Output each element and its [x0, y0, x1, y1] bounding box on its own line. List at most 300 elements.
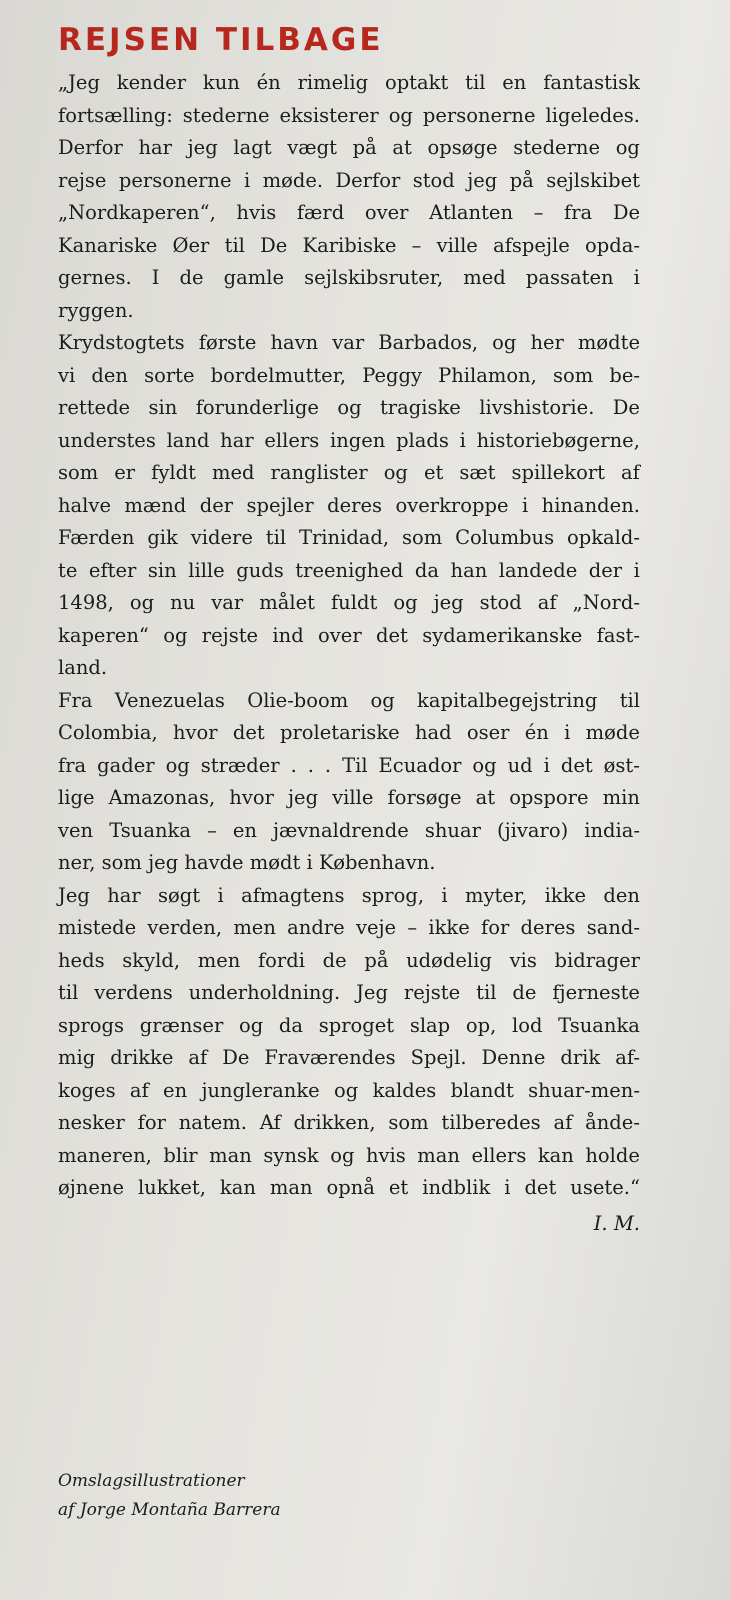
text-word: og: [388, 103, 413, 127]
text-word: .: [290, 753, 297, 777]
text-word: som: [388, 1111, 429, 1134]
text-word: og: [615, 136, 640, 159]
text-word: med: [463, 266, 506, 289]
text-word: fast-: [596, 623, 640, 647]
text-word: deres: [520, 916, 576, 939]
text-word: Krydstogtets: [58, 331, 185, 354]
text-word: som: [401, 526, 443, 549]
text-word: at: [392, 136, 412, 159]
text-word: gader: [97, 753, 155, 777]
text-line: [58, 717, 640, 750]
text-word: og: [334, 1078, 359, 1102]
text-word: på: [364, 948, 389, 972]
cover-illustration-credits: [58, 1467, 281, 1525]
text-word: søgt: [158, 883, 201, 907]
text-word: rejse: [58, 168, 107, 192]
text-word: halve: [58, 493, 111, 517]
text-word: plads: [396, 428, 449, 452]
text-word: I: [151, 266, 160, 289]
text-word: én: [256, 71, 281, 94]
text-word: Karibiske: [302, 233, 397, 257]
text-word: Peggy: [362, 363, 422, 387]
text-word: jeg: [287, 786, 319, 809]
text-word: india-: [584, 818, 640, 842]
text-word: videre: [190, 526, 253, 549]
author-initials: I. M.: [593, 1212, 640, 1235]
text-word: Trinidad,: [298, 526, 390, 549]
text-line: [58, 457, 640, 490]
text-line: [58, 230, 640, 263]
text-word: (jivaro): [496, 818, 569, 842]
text-word: fuldt: [330, 591, 378, 614]
text-word: sæt: [459, 461, 496, 484]
text-word: myter,: [464, 883, 528, 907]
text-word: optakt: [384, 71, 449, 94]
text-word: shuar: [424, 818, 481, 842]
text-word: veje: [355, 916, 397, 939]
text-line: [58, 750, 640, 783]
text-word: ligeledes.: [545, 103, 640, 127]
text-line: [58, 880, 640, 913]
text-line: [58, 327, 640, 360]
text-word: nesker: [58, 1111, 125, 1134]
text-word: ikke: [544, 883, 586, 907]
text-word: og: [330, 1143, 355, 1167]
text-word: færd: [296, 201, 345, 224]
text-word: tragiske: [379, 396, 461, 419]
text-word: det: [232, 721, 265, 744]
text-word: havn: [270, 331, 319, 354]
text-word: passaten: [525, 266, 614, 289]
text-word: over: [318, 623, 362, 647]
text-word: spejler: [246, 493, 314, 517]
text-word: blandt: [450, 1078, 514, 1102]
text-line: [58, 132, 640, 165]
text-word: Derfor: [335, 168, 401, 192]
text-word: og: [370, 688, 395, 712]
text-word: forsøge: [387, 786, 462, 809]
text-word: har: [107, 883, 141, 907]
text-word: af: [129, 1078, 149, 1102]
text-word: gamle: [223, 266, 285, 289]
text-word: fjerneste: [552, 981, 640, 1004]
text-word: „Nord-: [572, 591, 640, 614]
text-word: i: [543, 753, 550, 777]
text-word: jævnaldrende: [273, 818, 409, 842]
text-word: overkroppe: [395, 493, 509, 517]
text-word: første: [198, 331, 257, 354]
credits-line-2: af Jorge Montaña Barrera: [58, 1500, 281, 1520]
text-word: indblik: [422, 1176, 491, 1199]
text-word: sprogs: [58, 1013, 125, 1037]
text-line: [58, 652, 640, 685]
text-word: af: [188, 1046, 208, 1069]
text-word: i: [441, 883, 448, 907]
text-line: [58, 1042, 640, 1075]
text-word: over: [364, 201, 409, 224]
text-word: opspore: [509, 786, 589, 809]
text-word: møde.: [262, 168, 324, 192]
text-word: til: [476, 981, 497, 1004]
text-word: koges: [58, 1078, 116, 1102]
text-word: Philamon,: [438, 363, 537, 387]
text-word: Øer: [172, 233, 210, 257]
text-line: [58, 587, 640, 620]
text-word: landede: [498, 558, 578, 582]
text-word: stræder: [200, 753, 280, 777]
text-word: kun: [202, 71, 240, 94]
text-word: for: [481, 916, 510, 939]
text-line: [58, 847, 640, 880]
text-word: drikke: [110, 1046, 174, 1069]
text-word: og: [129, 591, 155, 614]
text-word: og: [337, 396, 362, 419]
text-word: De: [612, 201, 640, 224]
text-word: øst-: [603, 753, 640, 777]
text-word: Olie-boom: [247, 688, 349, 712]
text-word: Tsuanka: [109, 818, 191, 842]
text-word: mistede: [58, 916, 137, 939]
text-word: rejste: [403, 981, 461, 1004]
text-word: var: [211, 591, 244, 614]
credits-line-1: Omslagsillustrationer: [58, 1471, 245, 1491]
text-line: [58, 912, 640, 945]
text-word: synsk: [263, 1143, 319, 1167]
text-line: [58, 1010, 640, 1043]
text-word: og: [163, 623, 188, 647]
text-word: Jeg: [58, 883, 90, 907]
text-word: .: [307, 753, 314, 777]
text-word: jeg: [187, 136, 218, 159]
text-word: proletariske: [279, 721, 400, 744]
text-word: i: [459, 428, 466, 452]
text-word: Kanariske: [58, 233, 158, 257]
text-word: –: [207, 818, 217, 842]
text-word: den: [91, 363, 128, 387]
text-word: Fra: [58, 688, 93, 712]
text-word: et: [423, 461, 444, 484]
text-line: [58, 165, 640, 198]
text-line: [58, 67, 640, 100]
text-word: ingen: [329, 428, 386, 452]
text-word: heds: [58, 948, 105, 972]
text-word: sin: [148, 396, 178, 419]
text-word: ville: [436, 233, 478, 257]
text-word: kaldes: [372, 1078, 437, 1102]
text-word: det: [560, 753, 593, 777]
text-word: holde: [585, 1143, 640, 1167]
text-word: stod: [412, 168, 455, 192]
text-word: land.: [58, 656, 108, 679]
text-word: treenighed: [295, 558, 404, 582]
text-word: hvis: [236, 201, 277, 224]
text-word: Til: [342, 753, 368, 777]
text-word: rejste: [201, 623, 259, 647]
text-word: det: [524, 1176, 557, 1199]
text-line: [58, 522, 640, 555]
text-word: opda-: [585, 233, 640, 257]
text-line: [58, 977, 640, 1010]
text-word: rimelig: [297, 71, 369, 94]
text-word: en: [502, 71, 527, 94]
text-word: men: [233, 916, 276, 939]
text-word: på: [509, 168, 534, 192]
text-word: maneren,: [58, 1143, 152, 1167]
text-line: [58, 262, 640, 295]
text-line: [58, 295, 640, 328]
text-word: usete.“: [570, 1176, 640, 1199]
text-line: [58, 555, 640, 588]
text-word: spillekort: [511, 461, 606, 484]
text-word: sejlskibsruter,: [304, 266, 444, 289]
text-word: Fraværendes: [264, 1046, 396, 1069]
text-word: mænd: [124, 493, 187, 517]
text-word: stederne: [182, 103, 270, 127]
text-word: gernes.: [58, 266, 132, 289]
text-word: ikke: [428, 916, 470, 939]
text-word: Amazonas,: [108, 786, 216, 809]
text-word: til: [265, 526, 287, 549]
text-word: men: [197, 948, 241, 972]
text-line: [58, 782, 640, 815]
text-word: drikken,: [293, 1111, 376, 1134]
text-word: Ecuador: [378, 753, 462, 777]
text-word: natem.: [178, 1111, 247, 1134]
text-word: det: [376, 623, 408, 647]
text-word: og: [492, 331, 517, 354]
text-word: forunderlige: [195, 396, 319, 419]
text-word: sejlskibet: [546, 168, 640, 192]
text-word: Barbados,: [378, 331, 479, 354]
text-word: tilberedes: [441, 1111, 541, 1134]
text-word: kapitalbegejstring: [417, 688, 598, 712]
text-word: og: [472, 753, 497, 777]
text-line: [58, 945, 640, 978]
text-word: som: [552, 363, 594, 387]
text-word: opnå: [326, 1176, 375, 1199]
text-word: kaperen“: [58, 623, 149, 647]
text-word: har: [138, 136, 172, 159]
text-word: lagt: [233, 136, 272, 159]
text-word: livshistorie.: [479, 396, 595, 419]
text-line: [58, 1107, 640, 1140]
text-word: fordi: [257, 948, 305, 972]
text-word: af: [621, 461, 640, 484]
text-word: slap: [409, 1013, 451, 1037]
text-word: De: [260, 233, 288, 257]
text-word: ville: [332, 786, 374, 809]
text-line: [58, 425, 640, 458]
text-word: til: [465, 71, 486, 94]
text-word: i: [633, 558, 640, 582]
text-word: Denne: [481, 1046, 546, 1069]
text-word: sin: [147, 558, 177, 582]
text-word: 1498,: [58, 591, 114, 614]
text-word: i: [217, 883, 224, 907]
text-word: stederne: [513, 136, 601, 159]
blurb-text: [58, 67, 640, 1205]
text-word: shuar-men-: [528, 1078, 640, 1102]
text-word: –: [533, 201, 544, 224]
text-word: eksisterer: [279, 103, 379, 127]
text-word: De: [222, 1046, 250, 1069]
text-word: fortsælling:: [58, 103, 173, 127]
text-word: ind: [272, 623, 304, 647]
text-word: underholdning.: [188, 981, 341, 1004]
text-word: te: [58, 558, 78, 582]
text-line: [58, 1075, 640, 1108]
text-word: han: [450, 558, 488, 582]
text-word: den: [603, 883, 640, 907]
text-word: de: [512, 981, 537, 1004]
text-word: af: [537, 591, 557, 614]
text-word: med: [211, 461, 255, 484]
text-word: af: [553, 1111, 573, 1134]
text-line: [58, 392, 640, 425]
text-word: en: [232, 818, 257, 842]
text-word: udødelig: [406, 948, 492, 972]
text-word: på: [352, 136, 377, 159]
text-word: Atlanten: [429, 201, 514, 224]
text-word: ud: [507, 753, 533, 777]
text-word: fra: [58, 753, 87, 777]
text-word: andre: [287, 916, 345, 939]
text-word: jeg: [433, 591, 464, 614]
text-word: sand-: [586, 916, 640, 939]
text-word: afspejle: [493, 233, 570, 257]
text-word: afmagtens: [241, 883, 345, 907]
text-word: ellers: [471, 1143, 527, 1167]
text-word: land: [166, 428, 210, 452]
text-word: og: [238, 1013, 264, 1037]
text-word: et: [388, 1176, 409, 1199]
text-word: op,: [465, 1013, 497, 1037]
text-line: [58, 620, 640, 653]
text-word: man: [417, 1143, 460, 1167]
text-word: fyldt: [151, 461, 196, 484]
text-word: lille: [188, 558, 225, 582]
text-word: har: [220, 428, 254, 452]
text-word: personerne: [118, 168, 232, 192]
text-word: af-: [615, 1046, 640, 1069]
text-word: be-: [609, 363, 640, 387]
text-word: „Nordkaperen“,: [58, 201, 216, 224]
text-word: man: [269, 1176, 313, 1199]
text-word: i: [564, 721, 571, 744]
text-word: Af: [259, 1111, 281, 1134]
text-word: lukket,: [137, 1176, 206, 1199]
text-word: min: [602, 786, 640, 809]
text-word: verdens: [94, 981, 173, 1004]
text-word: ranglister: [270, 461, 368, 484]
text-word: til: [224, 233, 245, 257]
text-word: Spejl.: [410, 1046, 467, 1069]
text-word: jungleranke: [201, 1078, 320, 1102]
text-word: de: [322, 948, 347, 972]
text-word: da: [414, 558, 440, 582]
text-word: –: [411, 233, 422, 257]
text-word: hvor: [172, 721, 218, 744]
text-word: som: [58, 461, 99, 484]
text-word: .: [324, 753, 332, 777]
text-word: personerne: [422, 103, 536, 127]
text-word: ånde-: [585, 1111, 640, 1134]
text-line: [58, 100, 640, 133]
text-word: grænser: [139, 1013, 224, 1037]
text-word: De: [612, 396, 640, 419]
text-word: efter: [88, 558, 137, 582]
text-word: oser: [466, 721, 510, 744]
text-line: [58, 490, 640, 523]
text-word: mødte: [577, 331, 640, 354]
text-word: lod: [511, 1013, 543, 1037]
text-word: stod: [479, 591, 522, 614]
text-word: i: [243, 168, 251, 192]
text-line: [58, 1140, 640, 1173]
text-word: vis: [509, 948, 537, 972]
text-word: da: [278, 1013, 304, 1037]
text-word: der: [199, 493, 234, 517]
text-word: kan: [219, 1176, 256, 1199]
text-word: Colombia,: [58, 721, 158, 744]
text-word: guds: [236, 558, 284, 582]
text-word: skyld,: [122, 948, 181, 972]
text-word: verden,: [147, 916, 223, 939]
text-word: at: [475, 786, 496, 809]
text-word: hvor: [229, 786, 274, 809]
text-word: kender: [116, 71, 187, 94]
text-word: og: [383, 461, 408, 484]
text-word: ven: [58, 818, 94, 842]
text-word: kan: [537, 1143, 574, 1167]
text-word: ner, som jeg havde mødt i København.: [58, 851, 436, 874]
text-word: sprog,: [361, 883, 425, 907]
text-word: Færden: [58, 526, 135, 549]
text-word: her: [530, 331, 564, 354]
text-line: [58, 197, 640, 230]
text-word: vægt: [287, 136, 337, 159]
text-word: opsøge: [427, 136, 498, 159]
text-word: i: [633, 266, 640, 289]
text-word: bidrager: [554, 948, 640, 972]
text-word: ellers: [264, 428, 320, 452]
text-word: møde: [585, 721, 640, 744]
text-word: vi: [58, 363, 76, 387]
text-word: drik: [560, 1046, 601, 1069]
text-word: hinanden.: [541, 493, 640, 517]
text-word: deres: [327, 493, 383, 517]
text-word: nu: [170, 591, 196, 614]
page-title: REJSEN TILBAGE: [58, 22, 384, 58]
text-word: en: [163, 1078, 188, 1102]
text-word: Columbus: [455, 526, 555, 549]
text-word: –: [407, 916, 418, 939]
text-word: lige: [58, 786, 95, 809]
text-word: de: [179, 266, 204, 289]
text-word: sorte: [144, 363, 195, 387]
text-line: [58, 815, 640, 848]
text-word: Tsuanka: [558, 1013, 640, 1037]
text-word: i: [504, 1176, 511, 1199]
text-word: had: [414, 721, 452, 744]
text-word: „Jeg: [58, 71, 100, 94]
text-word: man: [209, 1143, 252, 1167]
text-word: én: [524, 721, 549, 744]
text-word: i: [521, 493, 529, 517]
text-word: rettede: [58, 396, 131, 419]
text-word: sydamerikanske: [422, 623, 583, 647]
text-word: der: [588, 558, 623, 582]
